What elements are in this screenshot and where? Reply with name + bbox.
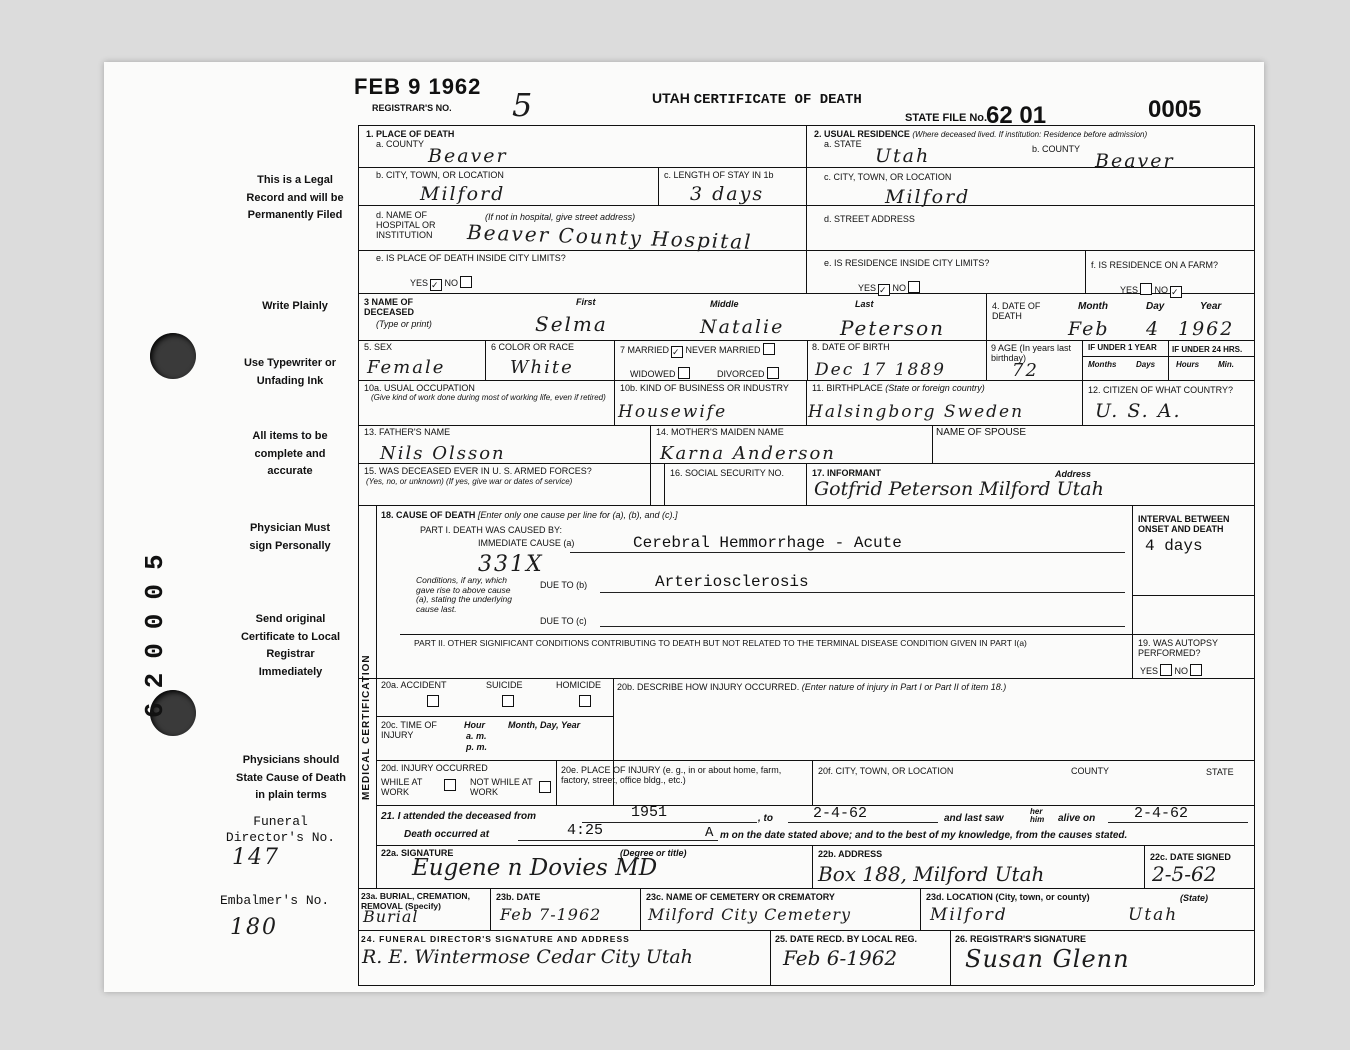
- last-label: Last: [855, 299, 874, 309]
- f1a-label: a. COUNTY: [376, 139, 425, 149]
- f1d-note: (If not in hospital, give street address): [485, 212, 636, 222]
- last-name: Peterson: [840, 316, 946, 340]
- f1c-label: c. LENGTH OF STAY IN 1b: [664, 170, 774, 180]
- her-him-label: her him: [1030, 807, 1045, 824]
- immediate-label: IMMEDIATE CAUSE (a): [478, 538, 575, 548]
- physician-address: Box 188, Milford Utah: [818, 862, 1045, 886]
- pm-label: p. m.: [466, 742, 488, 752]
- embalmer-label: Embalmer's No.: [220, 893, 330, 908]
- registrar-signature: Susan Glenn: [965, 945, 1130, 973]
- punch-hole: [150, 333, 196, 379]
- f2d-label: d. STREET ADDRESS: [824, 214, 915, 224]
- f2c-label: c. CITY, TOWN, OR LOCATION: [824, 172, 952, 182]
- under-24-label: IF UNDER 24 HRS.: [1172, 345, 1243, 354]
- margin-legal: This is a Legal Record and will be Permanently Filed: [246, 174, 344, 221]
- interval-label: INTERVAL BETWEEN ONSET AND DEATH: [1138, 514, 1230, 534]
- f22a-label: 22a. SIGNATURE: [381, 848, 454, 858]
- physician-signature: Eugene n Dovies MD: [412, 855, 658, 881]
- f16-label: 16. SOCIAL SECURITY NO.: [670, 468, 785, 478]
- f3-label: 3 NAME OF DECEASED: [364, 297, 415, 317]
- registrar-label: REGISTRAR'S NO.: [372, 103, 452, 113]
- age-value: 72: [1012, 360, 1039, 381]
- hours-label: Hours: [1176, 360, 1200, 369]
- f2b-label: b. COUNTY: [1032, 144, 1081, 154]
- suicide-label: SUICIDE: [486, 680, 523, 690]
- f1d-label: d. NAME OF HOSPITAL OR INSTITUTION: [376, 210, 436, 240]
- middle-label: Middle: [710, 299, 739, 309]
- f18-text: 18. CAUSE OF DEATH: [381, 510, 476, 520]
- res-city-value: Milford: [885, 186, 971, 208]
- f23b-label: 23b. DATE: [496, 892, 541, 902]
- mdy-label: Month, Day, Year: [508, 720, 581, 730]
- birthplace-value: Halsingborg Sweden: [808, 402, 1025, 422]
- funeral-director-label: Funeral Director's No.: [225, 814, 336, 845]
- f18-note: [Enter only one cause per line for (a), (b), and (c).]: [477, 510, 678, 520]
- married-label: 7 MARRIED: [620, 345, 670, 355]
- f6-label: 6 COLOR OR RACE: [491, 342, 575, 352]
- f2e-label: e. IS RESIDENCE INSIDE CITY LIMITS?: [824, 258, 990, 268]
- title-text: CERTIFICATE OF DEATH: [693, 92, 862, 108]
- months-label: Months: [1088, 360, 1117, 369]
- attended-from: 1951: [631, 804, 668, 821]
- while-work-label: WHILE AT WORK: [381, 777, 423, 797]
- am-label: a. m.: [466, 731, 487, 741]
- to-label: , to: [758, 813, 773, 824]
- f2-label: [814, 129, 1147, 140]
- informant-value: Gotfrid Peterson Milford Utah: [814, 478, 1104, 500]
- f10a-note: (Give kind of work done during most of working life, even if retired): [371, 393, 606, 402]
- burial-value: Burial: [363, 907, 419, 926]
- f10b-label: 10b. KIND OF BUSINESS OR INDUSTRY: [620, 383, 789, 393]
- funeral-director-sig: R. E. Wintermose Cedar City Utah: [362, 946, 693, 968]
- degree-label: (Degree or title): [620, 848, 687, 858]
- address-label: Address: [1055, 469, 1092, 479]
- f17-label: 17. INFORMANT: [812, 468, 882, 478]
- death-day: 4: [1146, 318, 1161, 340]
- f4-label: 4. DATE OF DEATH: [992, 301, 1041, 321]
- stay-value: 3 days: [690, 183, 765, 205]
- no-box[interactable]: [908, 281, 920, 293]
- f2-note: (Where deceased lived. If institution: Residence before admission): [912, 130, 1148, 139]
- f11-label: [812, 383, 985, 393]
- hour-label: Hour: [464, 720, 485, 730]
- no-label: NO: [444, 278, 459, 288]
- under-1-label: IF UNDER 1 YEAR: [1088, 343, 1157, 352]
- state-label: STATE: [1206, 767, 1234, 777]
- marital-checks-2[interactable]: [630, 367, 779, 379]
- f12-label: 12. CITIZEN OF WHAT COUNTRY?: [1088, 385, 1234, 395]
- conditions-label: Conditions, if any, which gave rise to above cause (a), stating the underlying cause last.: [416, 575, 512, 614]
- widowed-label: WIDOWED: [630, 369, 676, 379]
- part2-label: PART II. OTHER SIGNIFICANT CONDITIONS CONTRIBUTING TO DEATH BUT NOT RELATED TO THE TERMINAL DISEASE CONDITION GIVEN IN PART I(a): [414, 638, 1027, 648]
- death-city-check[interactable]: [410, 276, 472, 291]
- mother-value: Karna Anderson: [660, 443, 836, 464]
- last-saw-label: and last saw: [944, 813, 1004, 824]
- am-mark: A: [705, 825, 714, 841]
- f20e-label: 20e. PLACE OF INJURY (e. g., in or about home, farm, factory, street, office bldg., etc.): [561, 765, 782, 785]
- no-label: NO: [1174, 666, 1189, 676]
- homicide-box[interactable]: [579, 695, 591, 707]
- min-label: Min.: [1218, 360, 1234, 369]
- no-box[interactable]: ✓: [1170, 286, 1182, 298]
- cause-a-value: Cerebral Hemmorrhage - Acute: [633, 534, 902, 552]
- margin-items: All items to be complete and accurate: [252, 430, 328, 477]
- first-name: Selma: [535, 312, 608, 336]
- yes-box[interactable]: ✓: [878, 284, 890, 296]
- margin-typewriter: Use Typewriter or Unfading Ink: [243, 357, 337, 387]
- cemetery-value: Milford City Cemetery: [648, 905, 851, 924]
- hospital-value: Beaver County Hospital: [466, 220, 753, 254]
- widowed-box[interactable]: [678, 367, 690, 379]
- f1-label: 1. PLACE OF DEATH: [366, 129, 455, 139]
- f20b-label: [617, 682, 1006, 692]
- death-occurred-label: Death occurred at: [404, 829, 490, 840]
- f1b-label: b. CITY, TOWN, OR LOCATION: [376, 170, 504, 180]
- date-recd: Feb 6-1962: [783, 946, 898, 970]
- married-box[interactable]: ✓: [671, 346, 683, 358]
- state-paren-label: (State): [1180, 893, 1209, 903]
- dob-value: Dec 17 1889: [815, 360, 946, 380]
- f20c-label: 20c. TIME OF INJURY: [381, 720, 437, 740]
- margin-cause: Physicians should State Cause of Death in plain terms: [235, 754, 347, 801]
- location-value: Milford: [930, 905, 1008, 925]
- yes-box[interactable]: [1140, 283, 1152, 295]
- no-box[interactable]: [1190, 664, 1202, 676]
- yes-label: YES: [1120, 285, 1139, 295]
- f22c-label: 22c. DATE SIGNED: [1150, 852, 1231, 862]
- due-c-label: DUE TO (c): [540, 616, 587, 626]
- middle-name: Natalie: [700, 316, 785, 338]
- county-value: Beaver: [428, 145, 508, 167]
- margin-physician: Physician Must sign Personally: [249, 522, 331, 552]
- never-married-box[interactable]: [763, 343, 775, 355]
- yes-label: YES: [410, 278, 429, 288]
- f11-note: (State or foreign country): [885, 383, 985, 393]
- f20a-label: 20a. ACCIDENT: [381, 680, 447, 690]
- state-file-label: STATE FILE No.: [905, 112, 988, 124]
- father-value: Nils Olsson: [380, 443, 506, 464]
- date-signed: 2-5-62: [1152, 862, 1217, 886]
- due-b-label: DUE TO (b): [540, 580, 588, 590]
- title-state: UTAH: [652, 90, 690, 106]
- suicide-box[interactable]: [502, 695, 514, 707]
- no-label: NO: [1154, 285, 1169, 295]
- f23c-label: 23c. NAME OF CEMETERY OR CREMATORY: [646, 892, 835, 902]
- days-label: Days: [1136, 360, 1156, 369]
- vertical-stamp: 620005: [140, 540, 170, 718]
- f9-label: 9 AGE (In years last birthday): [991, 343, 1072, 363]
- divorced-box[interactable]: [767, 367, 779, 379]
- f25-label: 25. DATE RECD. BY LOCAL REG.: [775, 934, 918, 944]
- f20b-note: (Enter nature of injury in Part I or Part II of item 18.): [801, 682, 1007, 692]
- spouse-label: NAME OF SPOUSE: [936, 427, 1027, 438]
- part1-label: PART I. DEATH WAS CAUSED BY:: [420, 525, 563, 535]
- f2f-label: f. IS RESIDENCE ON A FARM?: [1091, 260, 1219, 270]
- f22b-label: 22b. ADDRESS: [818, 849, 883, 859]
- f5-label: 5. SEX: [364, 342, 393, 352]
- funeral-director-no: 147: [232, 845, 280, 870]
- marital-checks[interactable]: [620, 343, 775, 358]
- death-year: 1962: [1178, 318, 1235, 340]
- filed-date: FEB 9 1962: [354, 74, 482, 99]
- no-label: NO: [892, 283, 907, 293]
- f20d-label: 20d. INJURY OCCURRED: [381, 763, 488, 773]
- form-title: [652, 90, 862, 108]
- month-label: Month: [1078, 301, 1108, 312]
- farm-check[interactable]: [1120, 283, 1182, 298]
- no-box[interactable]: [460, 276, 472, 288]
- never-married-label: NEVER MARRIED: [685, 345, 761, 355]
- yes-label: YES: [858, 283, 877, 293]
- location-state: Utah: [1128, 905, 1179, 925]
- f14-label: 14. MOTHER'S MAIDEN NAME: [656, 427, 784, 437]
- yes-label: YES: [1140, 666, 1159, 676]
- f20b-text: 20b. DESCRIBE HOW INJURY OCCURRED.: [617, 682, 800, 692]
- first-label: First: [576, 297, 596, 307]
- divorced-label: DIVORCED: [717, 369, 765, 379]
- attended-to: 2-4-62: [813, 805, 868, 822]
- not-work-box[interactable]: [539, 781, 551, 793]
- yes-box[interactable]: [1160, 664, 1172, 676]
- margin-write: Write Plainly: [262, 300, 328, 312]
- sex-value: Female: [367, 357, 446, 378]
- f13-label: 13. FATHER'S NAME: [364, 427, 451, 437]
- death-time: 4:25: [567, 822, 604, 839]
- alive-on-label: alive on: [1058, 813, 1096, 824]
- while-work-box[interactable]: [444, 779, 456, 791]
- citizen-value: U. S. A.: [1095, 400, 1182, 422]
- day-label: Day: [1146, 301, 1165, 312]
- yes-box[interactable]: ✓: [430, 279, 442, 291]
- embalmer-no: 180: [230, 915, 278, 940]
- margin-send: Send original Certificate to Local Registrar Immediately: [240, 613, 341, 678]
- f3-note: (Type or print): [376, 319, 432, 329]
- occupation-value: Housewife: [618, 402, 728, 422]
- f15-note: (Yes, no, or unknown) (If yes, give war or dates of service): [366, 477, 573, 486]
- f1e-label: e. IS PLACE OF DEATH INSIDE CITY LIMITS?: [376, 253, 566, 263]
- f10a-label: 10a. USUAL OCCUPATION: [364, 383, 475, 393]
- f21-label: 21. I attended the deceased from: [381, 811, 537, 822]
- county-label: COUNTY: [1071, 766, 1109, 776]
- f24-label: 24. FUNERAL DIRECTOR'S SIGNATURE AND ADDRESS: [361, 934, 630, 944]
- medical-cert-vertical: MEDICAL CERTIFICATION: [361, 654, 372, 800]
- f19-label: 19. WAS AUTOPSY PERFORMED?: [1138, 638, 1218, 658]
- registrar-no: 5: [512, 86, 535, 124]
- f20f-label: 20f. CITY, TOWN, OR LOCATION: [818, 766, 954, 776]
- f11-text: 11. BIRTHPLACE: [812, 383, 883, 393]
- f18-label: [381, 510, 677, 520]
- f23d-label: 23d. LOCATION (City, town, or county): [926, 892, 1090, 902]
- res-state-value: Utah: [875, 145, 931, 167]
- cause-b-value: Arteriosclerosis: [655, 573, 809, 591]
- f2-label-text: 2. USUAL RESIDENCE: [814, 129, 910, 139]
- year-label: Year: [1200, 301, 1222, 312]
- code-value: 331X: [478, 552, 544, 577]
- race-value: White: [510, 357, 574, 378]
- city-value: Milford: [420, 183, 506, 205]
- f2a-label: a. STATE: [824, 139, 862, 149]
- res-county-value: Beaver: [1095, 150, 1175, 172]
- f23a-label: 23a. BURIAL, CREMATION, REMOVAL (Specify): [361, 891, 470, 911]
- am-pm-label: m on the date stated above; and to the best of my knowledge, from the causes stated.: [720, 830, 1128, 841]
- f8-label: 8. DATE OF BIRTH: [812, 342, 890, 352]
- state-file-no: 62 01: [986, 102, 1047, 129]
- death-month: Feb: [1068, 318, 1110, 340]
- f26-label: 26. REGISTRAR'S SIGNATURE: [955, 934, 1086, 944]
- homicide-label: HOMICIDE: [556, 680, 601, 690]
- accident-box[interactable]: [427, 695, 439, 707]
- serial-no: 0005: [1148, 96, 1202, 123]
- not-work-label: NOT WHILE AT WORK: [470, 777, 533, 797]
- res-city-check[interactable]: [858, 281, 920, 296]
- burial-date: Feb 7-1962: [500, 905, 602, 924]
- interval-value: 4 days: [1145, 537, 1203, 555]
- autopsy-check[interactable]: [1140, 664, 1202, 676]
- f15-label: 15. WAS DECEASED EVER IN U. S. ARMED FORCES?: [364, 466, 592, 476]
- last-saw-date: 2-4-62: [1134, 805, 1189, 822]
